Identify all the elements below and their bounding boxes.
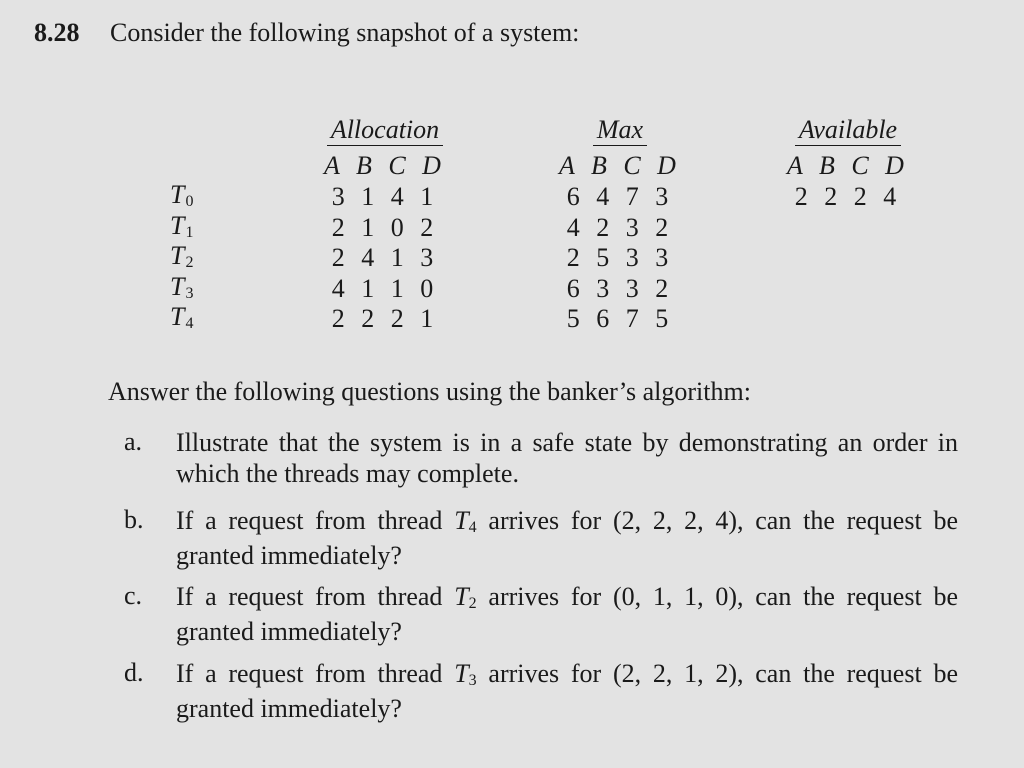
thread-label-t1: $T_1$ (170, 210, 194, 241)
question-a-text: Illustrate that the system is in a safe state by demonstrating an order in which the threads may complete. (176, 428, 958, 488)
question-d-letter: d. (124, 658, 144, 687)
question-c-text: If a request from thread $T_2$ arrives for (0, 1, 1, 0), can the request be granted immediately? (176, 582, 958, 646)
thread-label-t3: $T_3$ (170, 271, 194, 302)
question-b-letter: b. (124, 505, 144, 534)
exercise-title: Consider the following snapshot of a system: (110, 18, 580, 47)
allocation-resource-names: A B C D (324, 151, 446, 180)
available-row: 2 2 2 4 (794, 182, 902, 211)
allocation-heading: Allocation (315, 113, 455, 146)
available-heading: Available (778, 113, 918, 146)
max-column (550, 113, 690, 335)
question-b-text: If a request from thread $T_4$ arrives for (2, 2, 2, 4), can the request be granted immediately? (176, 506, 958, 570)
question-c-letter: c. (124, 581, 143, 610)
question-c (108, 581, 958, 647)
max-row-t4: 5 6 7 5 (566, 304, 674, 333)
thread-symbol: $T_3$ (454, 659, 477, 689)
allocation-row-t4: 2 2 2 1 (331, 304, 439, 333)
question-a (108, 427, 958, 489)
question-d-text: If a request from thread $T_3$ arrives for (2, 2, 1, 2), can the request be granted immediately? (176, 659, 958, 723)
allocation-column (315, 113, 455, 335)
available-column (778, 113, 918, 213)
exercise-number: 8.28 (34, 18, 80, 47)
thread-label-t2: $T_2$ (170, 241, 194, 271)
thread-label-t0: $T_0$ (170, 180, 194, 210)
question-a-letter: a. (124, 427, 143, 456)
max-row-t2: 2 5 3 3 (566, 243, 674, 272)
question-d (108, 658, 958, 724)
max-resource-names: A B C D (559, 151, 681, 180)
question-b (108, 505, 958, 571)
exercise-header (34, 18, 579, 48)
thread-symbol: $T_2$ (454, 582, 477, 612)
allocation-row-t3: 4 1 1 0 (331, 273, 439, 303)
thread-symbol: $T_4$ (454, 506, 477, 536)
available-resource-names: A B C D (787, 151, 909, 180)
thread-label-t4: $T_4$ (170, 302, 194, 332)
questions-intro: Answer the following questions using the banker’s algorithm: (108, 377, 751, 406)
allocation-row-t1: 2 1 0 2 (331, 212, 439, 242)
max-row-t3: 6 3 3 2 (566, 273, 674, 303)
allocation-row-t2: 2 4 1 3 (331, 243, 439, 272)
max-row-t0: 6 4 7 3 (566, 182, 674, 211)
allocation-row-t0: 3 1 4 1 (331, 182, 439, 211)
max-row-t1: 4 2 3 2 (566, 212, 674, 242)
max-heading: Max (550, 113, 690, 146)
thread-labels (170, 180, 193, 333)
